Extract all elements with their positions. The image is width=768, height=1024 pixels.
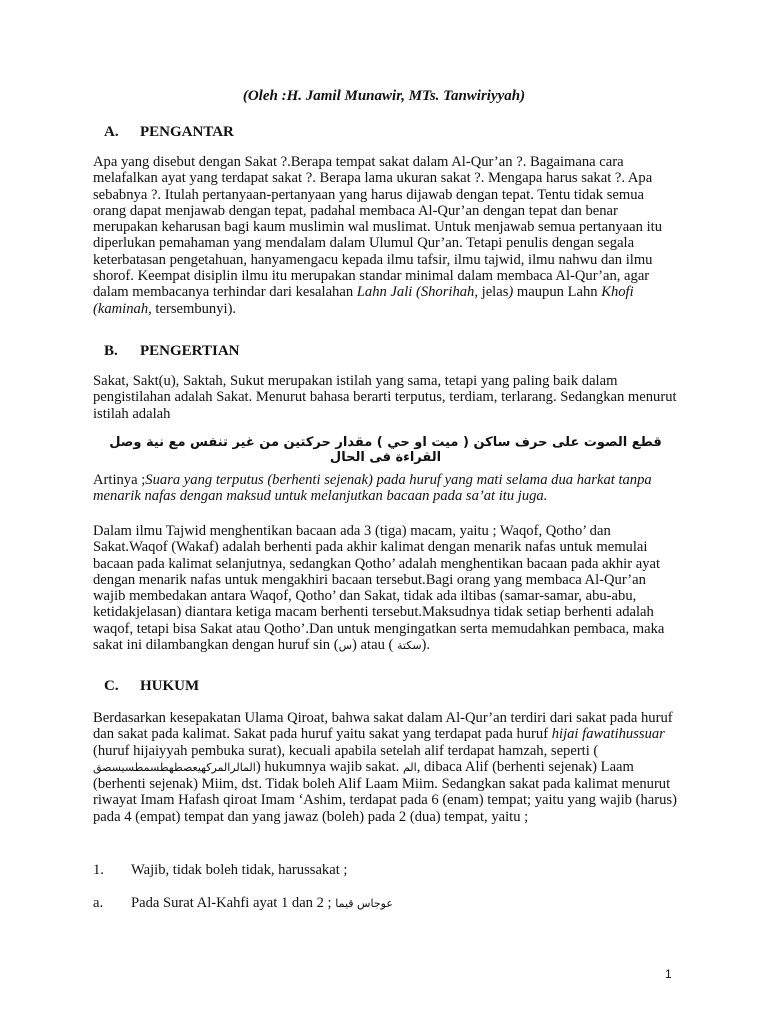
list-item-1 bbox=[93, 862, 347, 879]
text-run: Dalam ilmu Tajwid menghentikan bacaan ada 3 (tiga) macam, yaitu ; Waqof, Qotho’ dan Sakat.Waqof (Wakaf) adalah berhenti pada akhir kalimat dengan menarik nafas untuk memulai bacaan pada kalimat selanjutnya, sedangkan Qotho’ adalah menghentikan bacaan pada akhir ayat dengan menarik nafas untuk mengakhiri bacaan tersebut.Bagi orang yang membaca Al-Qur’an wajib membedakan antara Waqof, Qotho’ dan Sakat, tidak ada iltibas (samar-samar, abu-abu, ketidakjelasan) diantara ketiga macam berhenti tersebut.Maksudnya tidak setiap berhenti adalah waqof, tetapi bisa Sakat atau Qotho’.Dan untuk mengingatkan serta memudahkan pembaca, maka sakat ini dilambangkan dengan huruf sin ( bbox=[93, 523, 665, 654]
text-run: Berdasarkan kesepakatan Ulama Qiroat, bahwa sakat dalam Al-Qur’an terdiri dari sakat pada huruf dan sakat pada kalimat. Sakat pada huruf yaitu sakat yang terdapat pada huruf bbox=[93, 710, 673, 743]
arabic-fawatih: المالرالمركهيعصطهطسمطسيسصق bbox=[93, 760, 256, 774]
list-text: Pada Surat Al-Kahfi ayat 1 dan 2 ; bbox=[131, 895, 336, 911]
section-number: B. bbox=[104, 343, 118, 359]
paragraph-tajwid bbox=[93, 523, 678, 654]
page-number: 1 bbox=[665, 967, 672, 981]
italic-run: ) bbox=[508, 284, 514, 301]
arabic-saktah: سكتة bbox=[397, 639, 422, 653]
list-text: Wajib, tidak boleh tidak, harussakat ; bbox=[131, 862, 348, 878]
text-run: ). bbox=[421, 637, 431, 654]
text-run: maupun Lahn bbox=[513, 284, 602, 301]
section-heading-pengertian bbox=[104, 343, 240, 360]
arabic-definition: قطع الصوت على حرف ساكن ( ميت او حي ) مقدار حركتين من غير تنفس مع نية وصل القراءة فى الحال bbox=[109, 435, 662, 465]
text-run: tersembunyi). bbox=[151, 300, 237, 317]
arabic-sin: س bbox=[338, 639, 353, 653]
artinya-label: Artinya ; bbox=[93, 472, 146, 488]
paragraph-artinya bbox=[93, 472, 678, 505]
list-item-a bbox=[93, 895, 393, 912]
section-heading-hukum bbox=[104, 678, 199, 695]
list-number: a. bbox=[93, 895, 104, 911]
section-title: PENGERTIAN bbox=[140, 343, 240, 359]
artinya-text: Suara yang terputus (berhenti sejenak) pada huruf yang mati selama dua harkat tanpa menarik nafas dengan maksud untuk melanjutkan bacaan pada sa’at itu juga. bbox=[93, 472, 652, 505]
text-run: jelas bbox=[478, 284, 509, 301]
italic-run: Khofi (kaminah, bbox=[93, 284, 634, 317]
section-heading-pengantar bbox=[104, 124, 234, 141]
italic-run: hijai fawatihussuar bbox=[551, 726, 665, 743]
paragraph-pengantar bbox=[93, 154, 678, 317]
section-title: HUKUM bbox=[140, 678, 200, 694]
text-run: (huruf hijaiyyah pembuka surat), kecuali apabila setelah alif terdapat hamzah, seperti ( bbox=[93, 742, 599, 759]
text-run: ) atau ( bbox=[352, 637, 398, 654]
text-run: Apa yang disebut dengan Sakat ?.Berapa tempat sakat dalam Al-Qur’an ?. Bagaimana cara melafalkan ayat yang terdapat sakat ?. Berapa lama ukuran sakat ?. Mengapa harus sakat ?. Apa sebabnya ?. Itulah pertanyaan-pertanyaan yang harus dijawab dengan tepat. Tentu tidak semua orang dapat menjawab dengan tepat, padahal membaca Al-Qur’an dengan tepat dan benar merupakan keharusan bagi kaum muslimin wal muslimat. Untuk menjawab semua pertanyaan itu diperlukan pemahaman yang mendalam dalam Ulumul Qur’an. Tetapi penulis dengan segala keterbatasan pengetahuan, hanyamengacu kepada ilmu tafsir, ilmu tajwid, ilmu nahwu dan ilmu shorof. Keempat disiplin ilmu itu merupakan standar minimal dalam membaca Al-Qur’an, agar dalam membacanya terhindar dari kesalahan bbox=[93, 154, 663, 301]
section-number: A. bbox=[104, 124, 119, 140]
author-line: (Oleh :H. Jamil Munawir, MTs. Tanwiriyyah) bbox=[242, 88, 526, 104]
section-number: C. bbox=[104, 678, 119, 694]
arabic-alif-lam-mim: الم bbox=[402, 760, 417, 774]
italic-run: Lahn Jali (Shorihah, bbox=[356, 284, 478, 301]
section-title: PENGANTAR bbox=[140, 124, 234, 140]
arabic-kahfi: عوجاس قيما bbox=[335, 897, 393, 910]
paragraph-hukum bbox=[93, 710, 678, 825]
paragraph-definition: Sakat, Sakt(u), Saktah, Sukut merupakan istilah yang sama, tetapi yang paling baik dalam pengistilahan adalah Sakat. Menurut bahasa berarti terputus, terdiam, terlarang. Sedangkan menurut istilah adalah bbox=[93, 373, 677, 422]
text-run: , dibaca Alif (berhenti sejenak) Laam (berhenti sejenak) Miim, dst. Tidak boleh Alif Laam Miim. Sedangkan sakat pada kalimat menurut riwayat Imam Hafash qiroat Imam ‘Ashim, terdapat pada 6 (enam) tempat; yaitu yang wajib (harus) pada 4 (empat) tempat dan yang jawaz (boleh) pada 2 (dua) tempat, yaitu ; bbox=[93, 758, 677, 825]
text-run: ) hukumnya wajib sakat. bbox=[255, 758, 403, 775]
list-number: 1. bbox=[93, 862, 104, 878]
